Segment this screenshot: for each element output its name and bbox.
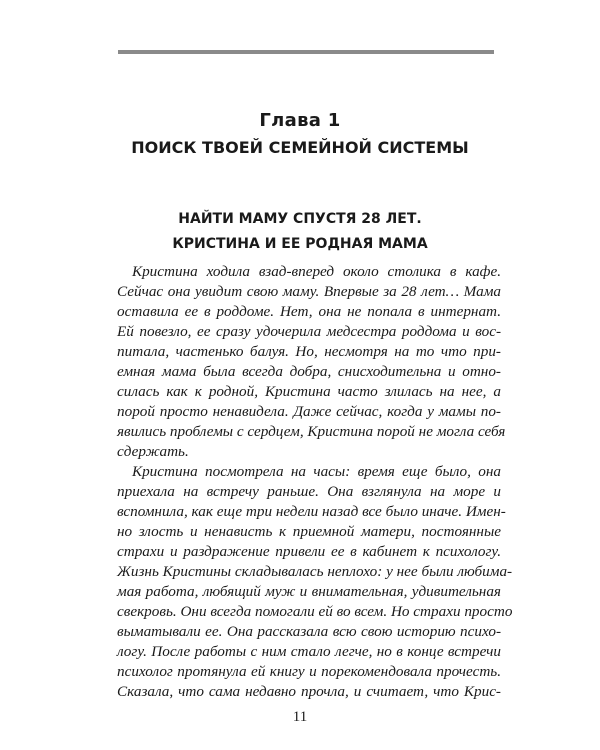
- text-line: сдержать.: [117, 443, 189, 460]
- text-line: силась как к родной, Кристина часто злилась на нее, а: [117, 383, 501, 400]
- text-line: но злость и ненависть к приемной матери, постоянные: [117, 523, 501, 540]
- text-line: мая работа, любящий муж и внимательная, удивительная: [117, 583, 501, 600]
- text-line: Ей повезло, ее сразу удочерила медсестра роддома и вос-: [117, 323, 501, 340]
- text-line: логу. После работы с ним стало легче, но в конце встречи: [117, 643, 501, 660]
- text-line: страхи и раздражение привели ее в кабинет к психологу.: [117, 543, 501, 560]
- text-line: вспомнила, как еще три недели назад все было иначе. Имен-: [117, 503, 506, 520]
- chapter-number: Глава 1: [259, 110, 341, 131]
- page-number: 11: [292, 709, 308, 725]
- text-line: порой просто ненавидела. Даже сейчас, когда у мамы по-: [117, 403, 501, 420]
- text-line: емная мама была всегда добра, снисходительна и отно-: [117, 363, 501, 380]
- text-line: Жизнь Кристины складывалась неплохо: у нее были любима-: [117, 563, 513, 580]
- text-line: приехала на встречу раньше. Она взглянула на море и: [117, 483, 501, 500]
- text-line: психолог протянула ей книгу и порекомендовала прочесть.: [117, 663, 501, 680]
- header-rule: [118, 50, 494, 54]
- text-line: оставила ее в роддоме. Нет, она не попала в интернат.: [117, 303, 501, 320]
- text-line: явились проблемы с сердцем, Кристина порой не могла себя: [117, 423, 506, 440]
- text-line: Кристина ходила взад-вперед около столика в кафе.: [132, 263, 501, 280]
- section-title-line-2: КРИСТИНА И ЕЕ РОДНАЯ МАМА: [172, 236, 428, 252]
- text-line: выматывали ее. Она рассказала всю свою историю психо-: [117, 623, 501, 640]
- text-line: питала, частенько балуя. Но, несмотря на то что при-: [117, 343, 501, 360]
- text-line: Сейчас она увидит свою маму. Впервые за 28 лет… Мама: [117, 283, 501, 300]
- chapter-title: ПОИСК ТВОЕЙ СЕМЕЙНОЙ СИСТЕМЫ: [131, 138, 469, 157]
- text-line: свекровь. Они всегда помогали ей во всем. Но страхи просто: [117, 603, 513, 620]
- text-line: Сказала, что сама недавно прочла, и считает, что Крис-: [117, 683, 501, 700]
- text-line: Кристина посмотрела на часы: время еще было, она: [132, 463, 501, 480]
- section-title-line-1: НАЙТИ МАМУ СПУСТЯ 28 ЛЕТ.: [178, 211, 422, 227]
